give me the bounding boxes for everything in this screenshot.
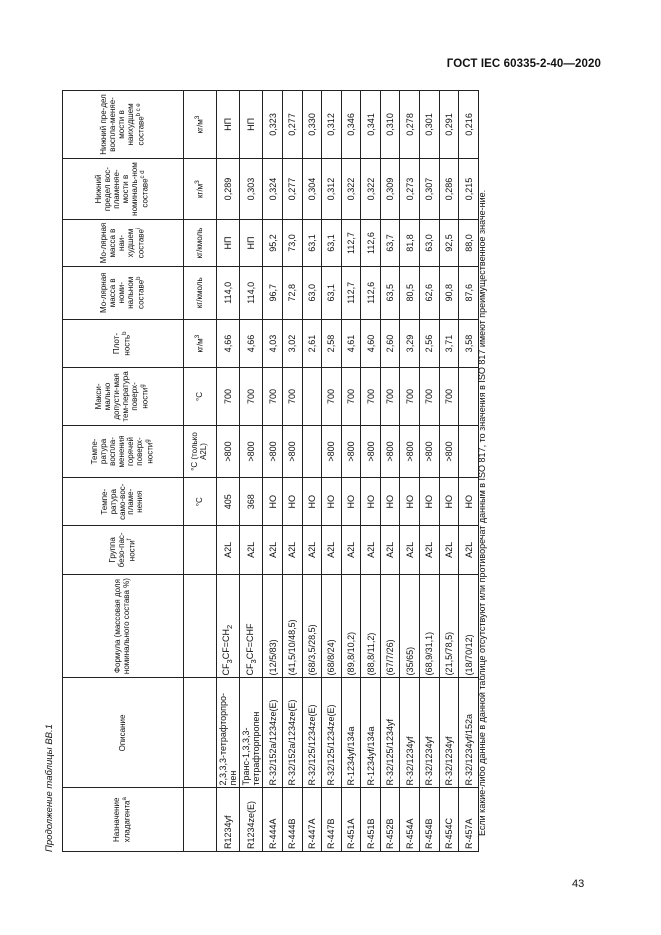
footnote-mark: g — [144, 439, 151, 443]
table-cell: >800 — [400, 425, 420, 478]
table-cell: R-32/1234yf — [400, 678, 420, 788]
table-cell: 0,278 — [400, 91, 420, 159]
table-cell: НО — [439, 478, 459, 526]
table-cell: R-32/1234yf/152a — [459, 678, 479, 788]
table-row — [400, 91, 420, 852]
table-cell: R1234ze(E) — [240, 788, 263, 852]
table-cell: R-447B — [322, 788, 342, 852]
table-cell: A2L — [459, 526, 479, 575]
table-cell: 700 — [420, 368, 440, 425]
table-cell: A2L — [263, 526, 283, 575]
table-cell: R-32/125/1234ze(E) — [302, 678, 322, 788]
table-cell: 700 — [439, 368, 459, 425]
table-cell: 2,56 — [420, 319, 440, 368]
table-cell: 63,1 — [302, 220, 322, 267]
table-cell: 63,1 — [322, 220, 342, 267]
footnote-mark: i — [135, 227, 142, 230]
footnote-mark: f — [126, 538, 133, 541]
table-cell: R-32/1234yf — [420, 678, 440, 788]
table-cell: 0,322 — [361, 158, 381, 219]
table-cell: 700 — [322, 368, 342, 425]
table-cell: 63,7 — [380, 220, 400, 267]
table-cell: 405 — [217, 478, 240, 526]
table-row — [302, 91, 322, 852]
table-cell: 112,6 — [361, 220, 381, 267]
table-row — [263, 91, 283, 852]
footnote-mark: b — [135, 276, 142, 280]
table-body — [217, 91, 479, 852]
table-cell: (67/7/26) — [380, 574, 400, 678]
table-cell: 87,6 — [459, 266, 479, 319]
table-cell: 0,312 — [322, 158, 342, 219]
document-header: ГОСТ IEC 60335-2-40—2020 — [446, 58, 601, 70]
table-cell: 0,304 — [302, 158, 322, 219]
table-header-row — [63, 91, 184, 852]
table-cell: A2L — [341, 526, 361, 575]
table-cell: >800 — [322, 425, 342, 478]
table-cell: НО — [282, 478, 302, 526]
table-cell: 0,303 — [240, 158, 263, 219]
unit-cell: °C — [184, 368, 217, 425]
table-cell: 0,289 — [217, 158, 240, 219]
table-row — [420, 91, 440, 852]
unit-cell — [184, 526, 217, 575]
table-cell: 700 — [380, 368, 400, 425]
table-cell: A2L — [439, 526, 459, 575]
table-cell: 3,71 — [439, 319, 459, 368]
table-cell: 4,66 — [217, 319, 240, 368]
table-cell: 112,6 — [361, 266, 381, 319]
table-cell: НП — [240, 220, 263, 267]
table-cell: (88,8/11,2) — [361, 574, 381, 678]
table-cell: 0,341 — [361, 91, 381, 159]
table-cell: 63,1 — [322, 266, 342, 319]
table-cell: 88,0 — [459, 220, 479, 267]
table-cell: R-32/125/1234yf — [380, 678, 400, 788]
unit-cell — [184, 788, 217, 852]
table-cell: R-444B — [282, 788, 302, 852]
column-header: Мо-лярная масса в наи-худшем составе$^i$ — [63, 220, 184, 267]
table-cell: 0,277 — [282, 91, 302, 159]
table-cell: >800 — [282, 425, 302, 478]
table-cell: 62,6 — [420, 266, 440, 319]
table-cell: >800 — [380, 425, 400, 478]
table-cell: R-454A — [400, 788, 420, 852]
table-cell: A2L — [400, 526, 420, 575]
table-cell: R-454C — [439, 788, 459, 852]
table-cell: R-444A — [263, 788, 283, 852]
column-header: Назначение хладагента$^a$ — [63, 788, 184, 852]
table-cell: 0,291 — [439, 91, 459, 159]
footnote-mark: g — [140, 384, 147, 388]
unit-cell: кг/кмоль — [184, 266, 217, 319]
unit-cell: кг/кмоль — [184, 220, 217, 267]
table-cell: 0,323 — [263, 91, 283, 159]
table-cell: 4,61 — [341, 319, 361, 368]
table-cell: A2L — [302, 526, 322, 575]
table-cell: 0,301 — [420, 91, 440, 159]
table-cell: R-451A — [341, 788, 361, 852]
table-cell: НП — [217, 220, 240, 267]
table-row — [217, 91, 240, 852]
table-row — [380, 91, 400, 852]
table-cell: R1234yf — [217, 788, 240, 852]
table-cell: R-457A — [459, 788, 479, 852]
table-row — [240, 91, 263, 852]
table-cell: (41,5/10/48,5) — [282, 574, 302, 678]
unit-cell: °C (только A2L) — [184, 425, 217, 478]
column-header: Группа безо-пас-ности$^f$ — [63, 526, 184, 575]
table-cell: 63,5 — [380, 266, 400, 319]
table-cell: 72,8 — [282, 266, 302, 319]
table-cell: (35/65) — [400, 574, 420, 678]
table-cell: A2L — [380, 526, 400, 575]
table-cell: $CF_3CF=CH_2$ — [217, 574, 240, 678]
table-cell: >800 — [439, 425, 459, 478]
table-cell: НП — [217, 91, 240, 159]
table-cell: 0,322 — [341, 158, 361, 219]
refrigerant-table — [62, 90, 479, 852]
table-cell: 2,60 — [380, 319, 400, 368]
table-cell — [302, 368, 322, 425]
footnote-mark: a — [122, 797, 129, 801]
table-cell: 2,58 — [322, 319, 342, 368]
table-cell: 63,0 — [420, 220, 440, 267]
table-cell: 3,02 — [282, 319, 302, 368]
table-cell: 700 — [263, 368, 283, 425]
table-cell: Транс-1,3,3,3-тетрафторпропен — [240, 678, 263, 788]
table-cell: 3,58 — [459, 319, 479, 368]
table-cell: R-32/152a/1234ze(E) — [282, 678, 302, 788]
table-cell: 0,330 — [302, 91, 322, 159]
table-cell: НО — [341, 478, 361, 526]
unit-cell: $кг/м^3$ — [184, 91, 217, 159]
table-cell: 95,2 — [263, 220, 283, 267]
table-cell: (68,9/31,1) — [420, 574, 440, 678]
table-cell: 700 — [240, 368, 263, 425]
table-cell: НО — [302, 478, 322, 526]
table-cell: НО — [400, 478, 420, 526]
table-cell — [302, 425, 322, 478]
table-row — [322, 91, 342, 852]
table-cell: 92,5 — [439, 220, 459, 267]
table-cell: 700 — [361, 368, 381, 425]
table-cell: 4,60 — [361, 319, 381, 368]
column-header: Описание — [63, 678, 184, 788]
table-cell: >800 — [361, 425, 381, 478]
table-cell: 368 — [240, 478, 263, 526]
table-cell: (68/3,5/28,5) — [302, 574, 322, 678]
table-cell: >800 — [420, 425, 440, 478]
table-cell: 0,346 — [341, 91, 361, 159]
table-row — [439, 91, 459, 852]
table-cell: 63,0 — [302, 266, 322, 319]
table-units-row — [184, 91, 217, 852]
table-cell: 0,324 — [263, 158, 283, 219]
table-cell: 0,307 — [420, 158, 440, 219]
table-cell: 0,273 — [400, 158, 420, 219]
table-cell: A2L — [322, 526, 342, 575]
table-cell: 700 — [400, 368, 420, 425]
table-cell: 0,286 — [439, 158, 459, 219]
table-caption: Продолжение таблицы ВВ.1 — [44, 724, 55, 852]
table-cell: НО — [380, 478, 400, 526]
column-header: Темпе-ратура само-вос-пламе-нения — [63, 478, 184, 526]
table-cell: 3,29 — [400, 319, 420, 368]
table-cell: 4,66 — [240, 319, 263, 368]
table-cell: НО — [361, 478, 381, 526]
footnote-mark: b — [122, 331, 129, 335]
table-cell: 81,8 — [400, 220, 420, 267]
table-cell: 112,7 — [341, 220, 361, 267]
table-cell: R-1234yf/134a — [341, 678, 361, 788]
table-cell: 0,216 — [459, 91, 479, 159]
table-row — [282, 91, 302, 852]
table-row — [361, 91, 381, 852]
table-cell: >800 — [341, 425, 361, 478]
column-header: Мо-лярная масса в номи-нальном составе$^b$ — [63, 266, 184, 319]
table-cell: 700 — [282, 368, 302, 425]
table-cell: R-1234yf/134a — [361, 678, 381, 788]
table-cell: (21,5/78,5) — [439, 574, 459, 678]
table-cell: НО — [263, 478, 283, 526]
table-cell: 0,215 — [459, 158, 479, 219]
table-cell: (68/8/24) — [322, 574, 342, 678]
table-cell: 96,7 — [263, 266, 283, 319]
table-cell: НО — [322, 478, 342, 526]
table-cell: 4,03 — [263, 319, 283, 368]
table-cell: НО — [420, 478, 440, 526]
table-cell: 2,61 — [302, 319, 322, 368]
table-cell: A2L — [420, 526, 440, 575]
table-cell: 0,277 — [282, 158, 302, 219]
table-cell: 114,0 — [217, 266, 240, 319]
column-header: Плот-ность$^b$ — [63, 319, 184, 368]
column-header: Темпе-ратура воспла-менения горячей поверх-ности$^g$ — [63, 425, 184, 478]
column-header: Формула (массовая доля номинального состава %) — [63, 574, 184, 678]
footnote-mark: c d — [140, 170, 147, 179]
table-cell: A2L — [361, 526, 381, 575]
table-cell: 112,7 — [341, 266, 361, 319]
table-footnote: Если какие-либо данные в данной таблице отсутствуют или противоречат данным в ISO 817, то значения в ISO 817 имеют преимущественное значе-ние. — [477, 189, 487, 836]
unit-cell: $кг/м^3$ — [184, 158, 217, 219]
table-cell: (12/5/83) — [263, 574, 283, 678]
table-cell: >800 — [263, 425, 283, 478]
table-cell: R-32/1234yf — [439, 678, 459, 788]
table-cell: R-32/125/1234ze(E) — [322, 678, 342, 788]
column-header: Нижний предел вос-пламеняе-мости в номиналь-ном составе$^{c d}$ — [63, 158, 184, 219]
table-cell: R-452B — [380, 788, 400, 852]
column-header: Нижний пре-дел воспла-меняе-мости в наихудшем составе$^{b c e}$ — [63, 91, 184, 159]
footnote-mark: b c e — [135, 103, 142, 117]
table-cell: R-32/152a/1234ze(E) — [263, 678, 283, 788]
table-cell: >800 — [217, 425, 240, 478]
table-cell: 0,309 — [380, 158, 400, 219]
unit-cell: $кг/м^3$ — [184, 319, 217, 368]
table-cell: $CF_3CF=CHF$ — [240, 574, 263, 678]
table-cell: A2L — [217, 526, 240, 575]
table-cell: 700 — [341, 368, 361, 425]
table-row — [341, 91, 361, 852]
table-cell: 2,3,3,3-тетрафторпро-пен — [217, 678, 240, 788]
unit-cell: °C — [184, 478, 217, 526]
table-cell: (89,8/10,2) — [341, 574, 361, 678]
table-cell: R-454B — [420, 788, 440, 852]
table-cell: 90,8 — [439, 266, 459, 319]
table-cell: R-447A — [302, 788, 322, 852]
page-number: 43 — [572, 878, 585, 890]
table-cell: 80,5 — [400, 266, 420, 319]
table-cell: 0,312 — [322, 91, 342, 159]
unit-cell — [184, 678, 217, 788]
table-cell: 114,0 — [240, 266, 263, 319]
table-cell: R-451B — [361, 788, 381, 852]
table-cell: (18/70/12) — [459, 574, 479, 678]
unit-cell — [184, 574, 217, 678]
table-cell: 0,310 — [380, 91, 400, 159]
table-cell: 700 — [217, 368, 240, 425]
column-header: Макси-мально допусти-мая тем-пература поверх-ности$^g$ — [63, 368, 184, 425]
table-cell: A2L — [282, 526, 302, 575]
table-cell: 73,0 — [282, 220, 302, 267]
table-cell: >800 — [240, 425, 263, 478]
table-cell: A2L — [240, 526, 263, 575]
rotated-content — [44, 90, 494, 852]
table-cell: НО — [459, 478, 479, 526]
table-cell: НП — [240, 91, 263, 159]
